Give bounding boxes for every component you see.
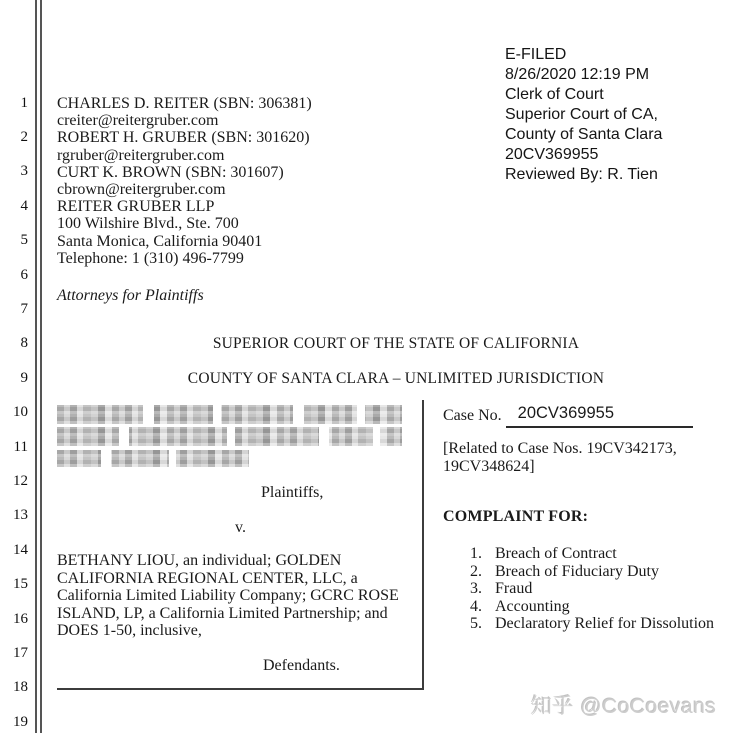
line-number: 4 [20,197,28,214]
cause-text: Declaratory Relief for Dissolution [495,615,715,633]
line-number: 3 [20,163,28,180]
cause-number: 3. [470,580,482,598]
cause-text: Fraud [495,580,533,598]
line-number: 13 [13,507,28,524]
related-cases-note [443,440,677,475]
defendant-line: DOES 1-50, inclusive, [57,622,202,639]
line-number: 19 [13,713,28,730]
plaintiffs-label: Plaintiffs, [261,484,324,501]
efiled-line: 8/26/2020 12:19 PM [505,66,650,83]
line-number: 7 [20,300,28,317]
defendant-line: ISLAND, LP, a California Limited Partnership; and [57,604,388,622]
line-number: 6 [20,266,28,283]
defendants-label: Defendants. [263,657,340,674]
caption-box [57,400,424,690]
line-number: 17 [13,644,28,661]
line-number-column [0,0,28,733]
cause-of-action [470,545,714,563]
cause-of-action [470,580,714,598]
efiled-line: Reviewed By: R. Tien [505,166,658,183]
redacted-plaintiff-name-row [57,427,402,446]
line-number: 8 [20,335,28,352]
versus-label: v. [235,519,246,536]
defendant-line: California Limited Liability Company; GCRC ROSE [57,587,399,604]
cause-of-action [470,563,714,581]
firm-name: REITER GRUBER LLP [57,198,215,216]
defendant-line: CALIFORNIA REGIONAL CENTER, LLC, a [57,569,358,587]
firm-city: Santa Monica, California 90401 [57,232,263,250]
attorney-name: CURT K. BROWN (SBN: 301607) [57,163,284,181]
related-cases-line: 19CV348624] [443,457,535,475]
court-title: SUPERIOR COURT OF THE STATE OF CALIFORNIA [212,335,580,352]
line-number: 12 [13,472,28,489]
complaint-causes-list [470,545,714,633]
attorney-name: ROBERT H. GRUBER (SBN: 301620) [57,129,310,147]
case-number-value: 20CV369955 [506,404,693,428]
attorney-email: creiter@reitergruber.com [57,112,219,130]
redacted-plaintiff-name-row [57,405,402,424]
cause-text: Breach of Contract [495,545,617,562]
line-number: 18 [13,679,28,696]
redacted-plaintiff-name-row [57,450,249,467]
pleading-rule-left [35,0,37,733]
attorney-email: cbrown@reitergruber.com [57,181,226,199]
line-number: 9 [20,369,28,386]
defendant-line: BETHANY LIOU, an individual; GOLDEN [57,552,342,569]
efiled-line: Superior Court of CA, [505,106,658,123]
cause-number: 2. [470,562,482,580]
court-jurisdiction: COUNTY OF SANTA CLARA – UNLIMITED JURISDICTION [187,370,605,387]
efiled-stamp [505,45,662,185]
cause-text: Breach of Fiduciary Duty [495,562,659,580]
line-number: 10 [13,404,28,421]
line-number: 2 [20,128,28,145]
case-number-label: Case No. [443,407,502,424]
cause-of-action [470,598,714,616]
related-cases-line: [Related to Case Nos. 19CV342173, [443,440,677,457]
line-number: 1 [20,94,28,111]
attorney-name: CHARLES D. REITER (SBN: 306381) [57,95,312,112]
attorney-email: rgruber@reitergruber.com [57,146,225,164]
firm-telephone: Telephone: 1 (310) 496-7799 [57,249,244,267]
defendants-block [57,552,399,640]
case-number-row [443,404,693,428]
cause-number: 4. [470,597,482,615]
efiled-line: Clerk of Court [505,86,604,103]
attorney-role: Attorneys for Plaintiffs [57,287,204,304]
line-number: 11 [13,438,28,455]
zhihu-watermark: 知乎 @CoCoevans [531,695,717,718]
cause-text: Accounting [495,597,570,615]
line-number: 15 [13,576,28,593]
complaint-heading: COMPLAINT FOR: [443,508,589,525]
line-number: 14 [13,541,28,558]
efiled-case-number: 20CV369955 [505,146,599,163]
line-number: 16 [13,610,28,627]
cause-number: 1. [470,545,482,562]
pleading-rule-right [40,0,42,733]
cause-of-action [470,615,714,633]
attorney-block [57,95,312,267]
efiled-line: County of Santa Clara [505,126,663,143]
firm-address: 100 Wilshire Blvd., Ste. 700 [57,215,239,233]
cause-number: 5. [470,615,482,633]
line-number: 5 [20,232,28,249]
efiled-line: E-FILED [505,46,567,63]
